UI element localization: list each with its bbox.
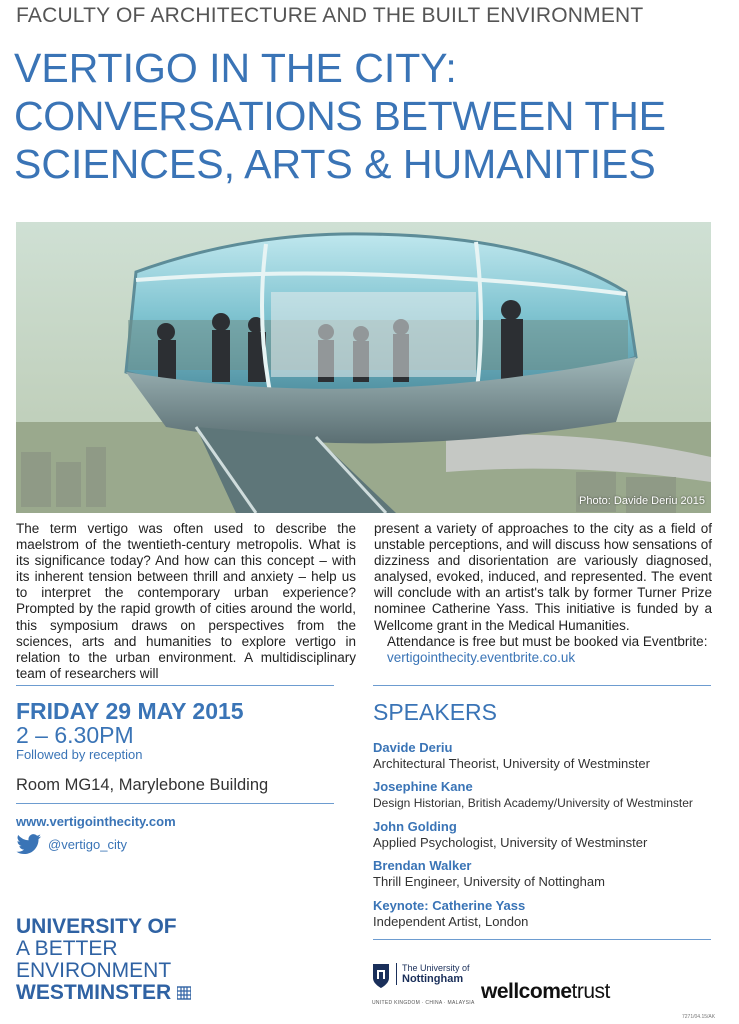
- wellcome-light: trust: [571, 980, 610, 1003]
- speaker-role: Thrill Engineer, University of Nottingham: [373, 874, 605, 889]
- speaker-item: [373, 740, 650, 772]
- divider-right-bottom: [373, 939, 711, 940]
- event-reception: Followed by reception: [16, 747, 143, 762]
- nottingham-campuses: UNITED KINGDOM · CHINA · MALAYSIA: [372, 1000, 475, 1006]
- westminster-portcullis-icon: [177, 986, 191, 1000]
- title-line-2: CONVERSATIONS BETWEEN THE: [14, 93, 666, 139]
- divider-right-top: [373, 685, 711, 686]
- speaker-role: Architectural Theorist, University of Westminster: [373, 756, 650, 771]
- nottingham-crest-icon: [372, 963, 390, 989]
- speaker-role: Applied Psychologist, University of Westminster: [373, 835, 648, 850]
- intro-column-2-text: present a variety of approaches to the city as a field of unstable perceptions, and will discuss how sensations of dizziness and disorientation are variously diagnosed, analysed, evoked, induced, and represented. The event will conclude with an artist's talk by former Turner Prize nominee Catherine Yass. This initiative is funded by a Wellcome grant in the Medical Humanities.: [374, 521, 712, 633]
- speaker-name: Brendan Walker: [373, 858, 472, 873]
- speaker-name: Keynote: Catherine Yass: [373, 898, 526, 913]
- event-time: 2 – 6.30PM: [16, 722, 134, 748]
- speaker-item: [373, 858, 605, 890]
- event-date: FRIDAY 29 MAY 2015: [16, 698, 244, 724]
- speaker-role: Independent Artist, London: [373, 914, 529, 929]
- faculty-name: FACULTY OF ARCHITECTURE AND THE BUILT ENVIRONMENT: [16, 4, 644, 27]
- speaker-item: [373, 898, 528, 930]
- speaker-name: Davide Deriu: [373, 740, 453, 755]
- london-eye-capsule-photo: [16, 222, 711, 513]
- divider-left-top: [16, 685, 334, 686]
- speakers-heading: SPEAKERS: [373, 699, 497, 725]
- speaker-item: [373, 779, 693, 811]
- wellcome-trust-logo: [481, 980, 610, 1004]
- twitter-bird-icon: [16, 834, 42, 854]
- speaker-name: John Golding: [373, 819, 457, 834]
- twitter-handle-text: @vertigo_city: [48, 836, 127, 852]
- website-link[interactable]: www.vertigointhecity.com: [16, 814, 176, 829]
- speaker-role: Design Historian, British Academy/University of Westminster: [373, 796, 693, 810]
- university-of-westminster-logo: [16, 916, 191, 1004]
- twitter-handle[interactable]: [16, 834, 127, 854]
- event-room: Room MG14, Marylebone Building: [16, 776, 269, 794]
- photo-illustration: [16, 222, 711, 513]
- title-line-3: SCIENCES, ARTS & HUMANITIES: [14, 141, 656, 187]
- title-line-1: VERTIGO IN THE CITY:: [14, 45, 457, 91]
- speaker-item: [373, 819, 647, 851]
- uow-line-4-text: WESTMINSTER: [16, 981, 172, 1004]
- university-of-nottingham-logo: [372, 963, 470, 989]
- uow-line-4: [16, 982, 191, 1004]
- uow-line-2: A BETTER: [16, 937, 118, 960]
- wellcome-bold: wellcome: [481, 980, 572, 1003]
- print-code: 7271/04.15/AK: [682, 1014, 716, 1020]
- intro-column-1: The term vertigo was often used to describe the maelstrom of the twentieth-century metropolis. What is its significance today? And how can this concept – with its inherent tension between thrill and anxiety – help us to interpret the contemporary urban experience? Prompted by the rapid growth of cities around the world, this symposium draws on perspectives from the sciences, arts and humanities to explore vertigo in relation to the urban environment. A multidisciplinary team of researchers will: [16, 521, 356, 681]
- photo-credit: Photo: Davide Deriu 2015: [579, 495, 705, 507]
- uow-line-1: UNIVERSITY OF: [16, 915, 177, 938]
- uow-line-3: ENVIRONMENT: [16, 959, 172, 982]
- notts-line-2: Nottingham: [402, 973, 464, 985]
- nottingham-wordmark: [396, 963, 470, 985]
- attendance-note: Attendance is free but must be booked via Eventbrite:: [387, 633, 708, 649]
- intro-column-2: [374, 521, 712, 666]
- event-title: [14, 44, 666, 188]
- eventbrite-link[interactable]: vertigointhecity.eventbrite.co.uk: [387, 649, 576, 665]
- divider-left-bottom: [16, 803, 334, 804]
- notts-line-1: The University of: [402, 963, 470, 973]
- speaker-name: Josephine Kane: [373, 779, 473, 794]
